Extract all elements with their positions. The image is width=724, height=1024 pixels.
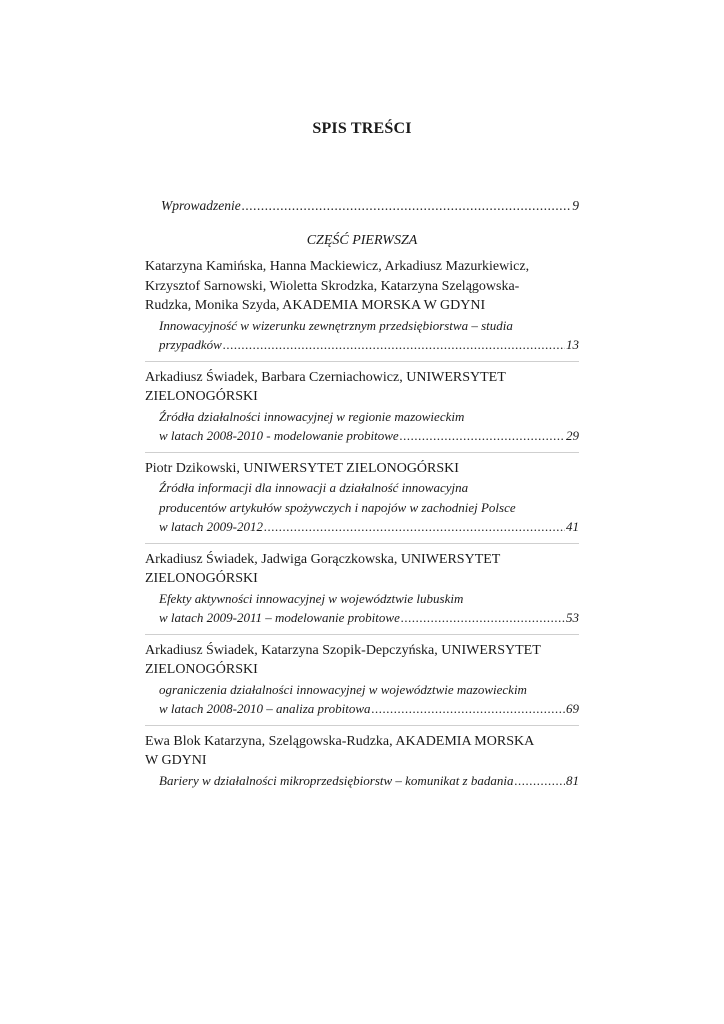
dot-leader: [242, 197, 572, 215]
entry-divider: [145, 452, 579, 453]
entry-title-text: przypadków: [159, 337, 222, 352]
entry-title-text: w latach 2009-2012: [159, 519, 263, 534]
toc-entry: [145, 550, 579, 635]
entry-title-text: Innowacyjność w wizerunku zewnętrznym przedsiębiorstwa – studia: [159, 317, 513, 333]
entry-title-text: ograniczenia działalności innowacyjnej w województwie mazowieckim: [159, 681, 527, 697]
entry-title-text: w latach 2009-2011 – modelowanie probitowe: [159, 610, 400, 625]
entry-title-line: [145, 517, 579, 537]
toc-entry-intro: [145, 197, 579, 215]
entry-divider: [145, 634, 579, 635]
dot-leader: [264, 517, 565, 537]
dot-leader: [514, 771, 565, 791]
toc-entries: [145, 257, 579, 790]
toc-entry: [145, 641, 579, 726]
toc-entry: [145, 368, 579, 453]
entry-title-line: [145, 316, 579, 336]
dot-leader: [401, 608, 565, 628]
dot-leader: [223, 335, 565, 355]
entry-authors: Rudzka, Monika Szyda, AKADEMIA MORSKA W GDYNI: [145, 298, 486, 313]
entry-page: 13: [566, 337, 579, 352]
entry-title-line: [145, 478, 579, 498]
entry-page: 53: [566, 610, 579, 625]
entry-authors: Arkadiusz Świadek, Barbara Czerniachowicz, UNIWERSYTET: [145, 369, 506, 385]
entry-title-text: w latach 2008-2010 – analiza probitowa: [159, 701, 371, 716]
entry-authors: Arkadiusz Świadek, Katarzyna Szopik-Depczyńska, UNIWERSYTET: [145, 642, 541, 658]
entry-title-line: [145, 699, 579, 719]
dot-leader: [372, 699, 566, 719]
dot-leader: [400, 426, 565, 446]
entry-title-line: [145, 407, 579, 427]
entry-authors: W GDYNI: [145, 753, 207, 768]
entry-title-line: [145, 589, 579, 609]
intro-page: 9: [572, 198, 579, 213]
entry-page: 41: [566, 519, 579, 534]
entry-title-text: Źródła działalności innowacyjnej w regionie mazowieckim: [159, 408, 465, 424]
toc-entry: [145, 732, 579, 791]
entry-title-text: Bariery w działalności mikroprzedsiębiorstw – komunikat z badania: [159, 772, 514, 788]
entry-authors: Arkadiusz Świadek, Jadwiga Gorączkowska, UNIWERSYTET: [145, 551, 501, 567]
entry-title-line: [145, 335, 579, 355]
toc-entry: [145, 459, 579, 544]
entry-page: 29: [566, 428, 579, 443]
page-title: SPIS TREŚCI: [312, 120, 412, 137]
entry-divider: [145, 725, 579, 726]
entry-page: 81: [566, 772, 579, 788]
entry-authors: Piotr Dzikowski, UNIWERSYTET ZIELONOGÓRSKI: [145, 460, 459, 476]
entry-title-line: [145, 426, 579, 446]
entry-authors: Ewa Blok Katarzyna, Szelągowska-Rudzka, AKADEMIA MORSKA: [145, 733, 535, 749]
entry-title-line: [145, 680, 579, 700]
entry-title-text: Efekty aktywności innowacyjnej w województwie lubuskim: [159, 590, 464, 606]
entry-page: 69: [566, 701, 579, 716]
entry-divider: [145, 361, 579, 362]
entry-title-text: w latach 2008-2010 - modelowanie probitowe: [159, 428, 399, 443]
entry-authors: Krzysztof Sarnowski, Wioletta Skrodzka, Katarzyna Szelągowska-: [145, 278, 520, 294]
entry-divider: [145, 543, 579, 544]
entry-authors: ZIELONOGÓRSKI: [145, 571, 258, 586]
entry-authors: ZIELONOGÓRSKI: [145, 662, 258, 677]
entry-title-line: [145, 608, 579, 628]
toc-entry: [145, 257, 579, 362]
entry-title-text: producentów artykułów spożywczych i napojów w zachodniej Polsce: [159, 499, 516, 515]
table-of-contents: [145, 197, 579, 790]
part-heading: CZĘŚĆ PIERWSZA: [306, 233, 418, 248]
entry-title-line: [145, 498, 579, 518]
entry-title-text: Źródła informacji dla innowacji a działalność innowacyjna: [159, 480, 469, 495]
entry-authors: Katarzyna Kamińska, Hanna Mackiewicz, Arkadiusz Mazurkiewicz,: [145, 259, 530, 274]
intro-label: Wprowadzenie: [161, 198, 241, 213]
entry-authors: ZIELONOGÓRSKI: [145, 389, 258, 404]
entry-title-line: [145, 771, 579, 791]
